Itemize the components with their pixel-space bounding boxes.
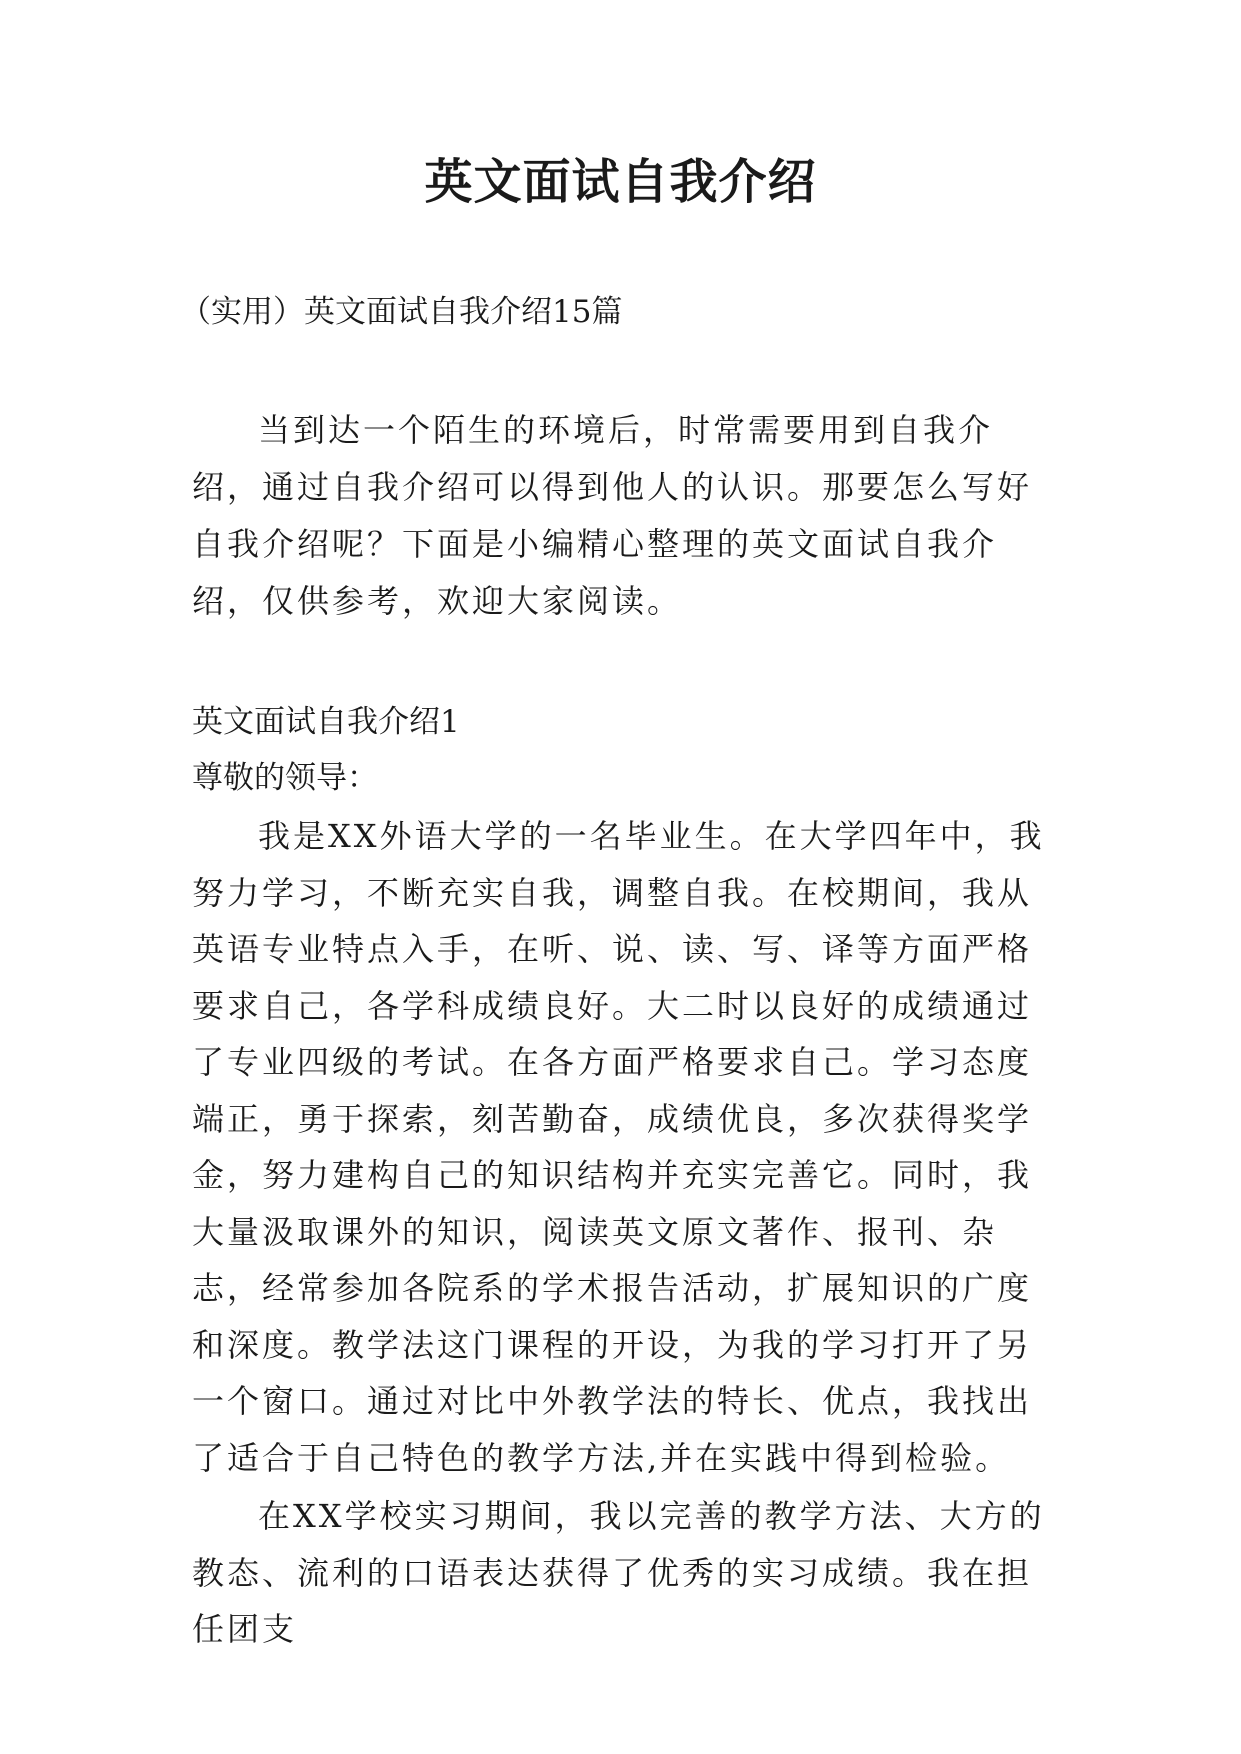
salutation: 尊敬的领导： — [192, 760, 378, 796]
intro-paragraph: 当到达一个陌生的环境后，时常需要用到自我介绍，通过自我介绍可以得到他人的认识。那要怎么写好自我介绍呢？下面是小编精心整理的英文面试自我介绍，仅供参考，欢迎大家阅读。 — [192, 411, 1033, 620]
document-title: 英文面试自我介绍 — [424, 154, 817, 210]
body-paragraph: 我是XX外语大学的一名毕业生。在大学四年中，我努力学习，不断充实自我，调整自我。在校期间，我从英语专业特点入手，在听、说、读、写、译等方面严格要求自己，各学科成绩良好。大二时以良好的成绩通过了专业四级的考试。在各方面严格要求自己。学习态度端正，勇于探索，刻苦勤奋，成绩优良，多次获得奖学金，努力建构自己的知识结构并充实完善它。同时，我大量汲取课外的知识，阅读英文原文著作、报刊、杂志，经常参加各院系的学术报告活动，扩展知识的广度和深度。教学法这门课程的开设，为我的学习打开了另一个窗口。通过对比中外教学法的特长、优点，我找出了适合于自己特色的教学方法,并在实践中得到检验。 — [192, 817, 1045, 1477]
body-paragraph: 在XX学校实习期间，我以完善的教学方法、大方的教态、流利的口语表达获得了优秀的实习成绩。我在担任团支 — [192, 1497, 1045, 1648]
document-subtitle: （实用）英文面试自我介绍15篇 — [180, 294, 623, 330]
section-heading: 英文面试自我介绍1 — [192, 704, 460, 740]
